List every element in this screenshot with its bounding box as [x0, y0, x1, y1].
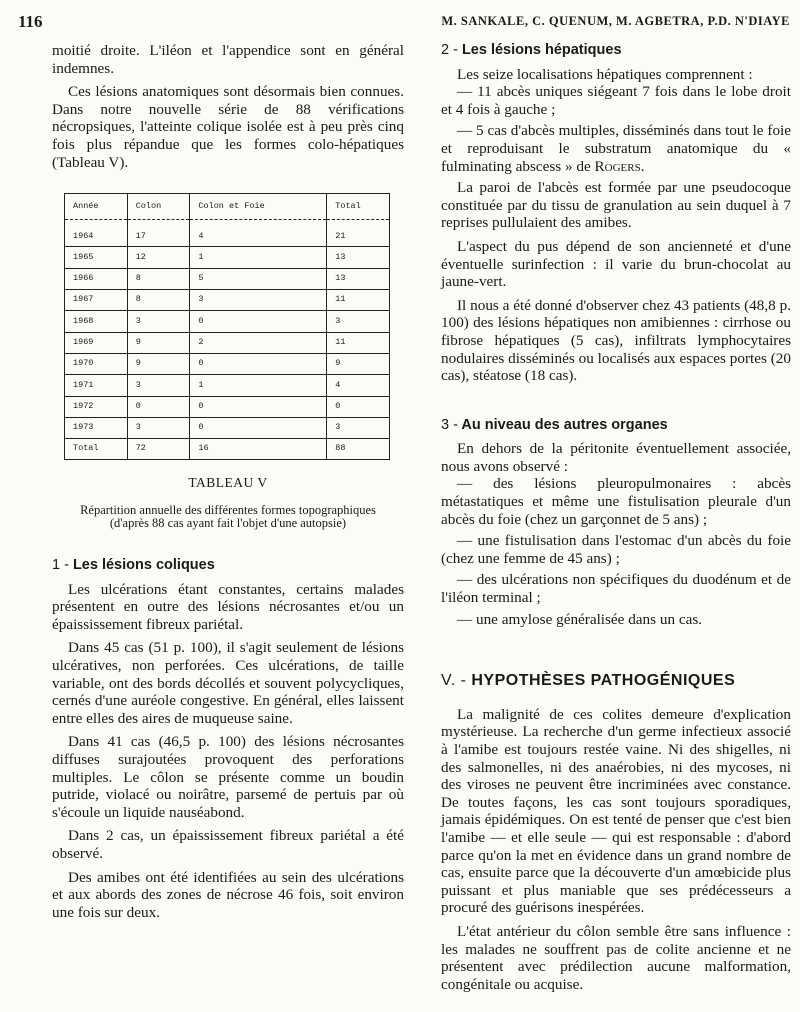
table-row — [65, 417, 390, 438]
list-item: — une amylose généralisée dans un cas. — [457, 610, 703, 628]
table-header-cell: Colon et Foie — [190, 194, 327, 220]
table-cell: 11 — [327, 332, 390, 353]
table-caption-title: TABLEAU V — [188, 475, 268, 491]
chapter-number: V. - — [441, 672, 467, 690]
table-cell: 0 — [127, 396, 190, 417]
list-item: — des ulcérations non spécifiques du duodénum et de l'iléon terminal ; — [441, 571, 791, 607]
section-number: 3 - — [441, 416, 458, 433]
table-cell: 13 — [327, 247, 390, 268]
table-cell: 1967 — [65, 290, 128, 311]
table-cell: Total — [65, 439, 128, 460]
table-row — [65, 353, 390, 374]
paragraph: En dehors de la péritonite éventuellement associée, nous avons observé : — [441, 440, 791, 475]
table-row — [65, 311, 390, 332]
running-head: M. SANKALE, C. QUENUM, M. AGBETRA, P.D. N'DIAYE — [441, 14, 790, 28]
table-cell: 72 — [127, 439, 190, 460]
page-number: 116 — [18, 12, 43, 31]
list-item — [441, 122, 791, 175]
table-row — [65, 439, 390, 460]
chapter-title: HYPOTHÈSES PATHOGÉNIQUES — [471, 672, 736, 690]
table-header-row — [65, 194, 390, 220]
table-cell: 8 — [127, 290, 190, 311]
author-name: Rogers — [594, 157, 641, 175]
table-caption-text: Répartition annuelle des différentes formes topographiques (d'après 88 cas ayant fait l'objet d'une autopsie) — [80, 503, 376, 530]
table-cell: 1972 — [65, 396, 128, 417]
paragraph: moitié droite. L'iléon et l'appendice sont en général indemnes. — [52, 42, 404, 77]
table-cell: 3 — [127, 375, 190, 396]
table-cell: 9 — [127, 353, 190, 374]
paragraph: Dans 45 cas (51 p. 100), il s'agit seulement de lésions ulcératives, non perforées. Ces ulcérations, de taille variable, ont des bords décollés et souvent polycycliques, cernés d'une auréole congestive. En général, elles laissent entre elles des aires de muqueuse saine. — [52, 639, 404, 727]
table-cell: 4 — [190, 220, 327, 247]
table-header-cell: Total — [327, 194, 390, 220]
table-cell: 9 — [127, 332, 190, 353]
chapter-heading — [441, 672, 791, 690]
table-cell: 5 — [190, 268, 327, 289]
table-cell: 1 — [190, 247, 327, 268]
section-title: Les lésions coliques — [72, 557, 215, 574]
table-cell: 4 — [327, 375, 390, 396]
table-row — [65, 332, 390, 353]
table-cell: 1969 — [65, 332, 128, 353]
table-row — [65, 268, 390, 289]
table-cell: 1966 — [65, 268, 128, 289]
table-cell: 17 — [127, 220, 190, 247]
paragraph: Dans 41 cas (46,5 p. 100) des lésions nécrosantes diffuses surajoutées provoquent des perforations multiples. Le côlon se présente comme un boudin putride, violacé ou noirâtre, parsemé de pertuis par où s'écoule un liquide nauséabond. — [52, 733, 404, 821]
paragraph: Ces lésions anatomiques sont désormais bien connues. Dans notre nouvelle série de 88 vérifications nécropsiques, l'atteinte colique isolée est à peu près cinq fois plus répandue que les formes colo-hépatiques (Tableau V). — [52, 83, 404, 171]
table-cell: 12 — [127, 247, 190, 268]
table-cell: 1965 — [65, 247, 128, 268]
table-row — [65, 220, 390, 247]
table-cell: 1968 — [65, 311, 128, 332]
list — [441, 475, 791, 628]
table-cell: 0 — [327, 396, 390, 417]
paragraph: La paroi de l'abcès est formée par une pseudocoque constituée par du tissu de granulation au sein duquel à 7 reprises pullulaient des amibes. — [441, 179, 791, 232]
table-cell: 2 — [190, 332, 327, 353]
paragraph: Les seize localisations hépatiques comprennent : — [457, 65, 753, 83]
table-row — [65, 396, 390, 417]
table-cell: 13 — [327, 268, 390, 289]
table-cell: 8 — [127, 268, 190, 289]
list-item: — des lésions pleuropulmonaires : abcès métastatiques et même une fistulisation pleurale d'un abcès du foie (chez un garçonnet de 5 ans) ; — [441, 475, 791, 528]
table-cell: 1973 — [65, 417, 128, 438]
right-column — [441, 42, 791, 999]
table-cell: 1970 — [65, 353, 128, 374]
paragraph: Il nous a été donné d'observer chez 43 patients (48,8 p. 100) des lésions hépatiques non amibiennes : cirrhose ou fibrose hépatiques (5 cas), infiltrats lymphocytaires nodulaires disséminés ou localisés aux espaces portes (20 cas), stéatose (18 cas). — [441, 296, 791, 385]
table-cell: 3 — [127, 417, 190, 438]
table-cell: 0 — [190, 353, 327, 374]
section-heading — [441, 42, 791, 60]
paragraph: L'aspect du pus dépend de son ancienneté et d'une éventuelle surinfection : il varie du brun-chocolat au jaune-vert. — [441, 237, 791, 291]
table-cell: 1 — [190, 375, 327, 396]
list-item-text: — 5 cas d'abcès multiples, disséminés dans tout le foie et reproduisant le substratum anatomique du « fulminating abscess » de — [441, 122, 791, 175]
paragraph: L'état antérieur du côlon semble être sans influence : les malades ne souffrent pas de colite ancienne et ne présentent avec prédilection aucune malformation, congénitale ou acquise. — [441, 922, 791, 993]
table-cell: 11 — [327, 290, 390, 311]
table-cell: 0 — [190, 311, 327, 332]
list — [441, 83, 791, 175]
list-item: — une fistulisation dans l'estomac d'un abcès du foie (chez une femme de 45 ans) ; — [441, 532, 791, 567]
paragraph: La malignité de ces colites demeure d'explication mystérieuse. La recherche d'un germe infectieux associé à l'amibe est toujours restée vaine. Ni des shigelles, ni des salmonelles, ni des anaérobies, ni des mycoses, ni des viroses ne peuvent être incriminées avec constance. De toutes façons, les cas sont toujours sporadiques, jamais épidémiques. On est tenté de penser que c'est bien l'amibe — et elle seule — qui est responsable : d'abord parce qu'on la met en évidence dans un grand nombre de cas, ensuite parce que la découverte d'un amœbicide plus puissant et plus maniable que ses prédécesseurs a procuré des guérisons inespérées. — [441, 705, 791, 917]
table-header-cell: Année — [65, 194, 128, 220]
table-cell: 1971 — [65, 375, 128, 396]
section-title: Au niveau des autres organes — [461, 416, 668, 433]
table-cell: 3 — [190, 290, 327, 311]
paragraph: Des amibes ont été identifiées au sein des ulcérations et aux abords des zones de nécrose 46 fois, soit environ une fois sur deux. — [52, 868, 404, 921]
section-heading — [52, 557, 404, 575]
section-heading — [441, 417, 791, 435]
table-row — [65, 290, 390, 311]
table-row — [65, 375, 390, 396]
left-column — [52, 42, 404, 927]
table-cell: 21 — [327, 220, 390, 247]
paragraph: Les ulcérations étant constantes, certains malades présentent en outre des lésions nécrosantes et/ou un épaississement fibreux pariétal. — [52, 580, 404, 633]
table-cell: 16 — [190, 439, 327, 460]
table-v — [64, 193, 390, 460]
list-item-end: . — [640, 157, 645, 175]
table-cell: 3 — [127, 311, 190, 332]
table-header-cell: Colon — [127, 194, 190, 220]
section-number: 2 - — [441, 42, 458, 58]
table-cell: 0 — [190, 396, 327, 417]
paragraph: Dans 2 cas, un épaississement fibreux pariétal a été observé. — [52, 827, 404, 862]
list-item: — 11 abcès uniques siégeant 7 fois dans le lobe droit et 4 fois à gauche ; — [441, 83, 791, 118]
table-cell: 3 — [327, 311, 390, 332]
section-number: 1 - — [52, 557, 69, 574]
table-cell: 0 — [190, 417, 327, 438]
table-cell: 88 — [327, 439, 390, 460]
data-table — [64, 193, 390, 460]
table-cell: 9 — [327, 353, 390, 374]
table-cell: 3 — [327, 417, 390, 438]
section-title: Les lésions hépatiques — [461, 42, 622, 58]
table-cell: 1964 — [65, 220, 128, 247]
table-row — [65, 247, 390, 268]
